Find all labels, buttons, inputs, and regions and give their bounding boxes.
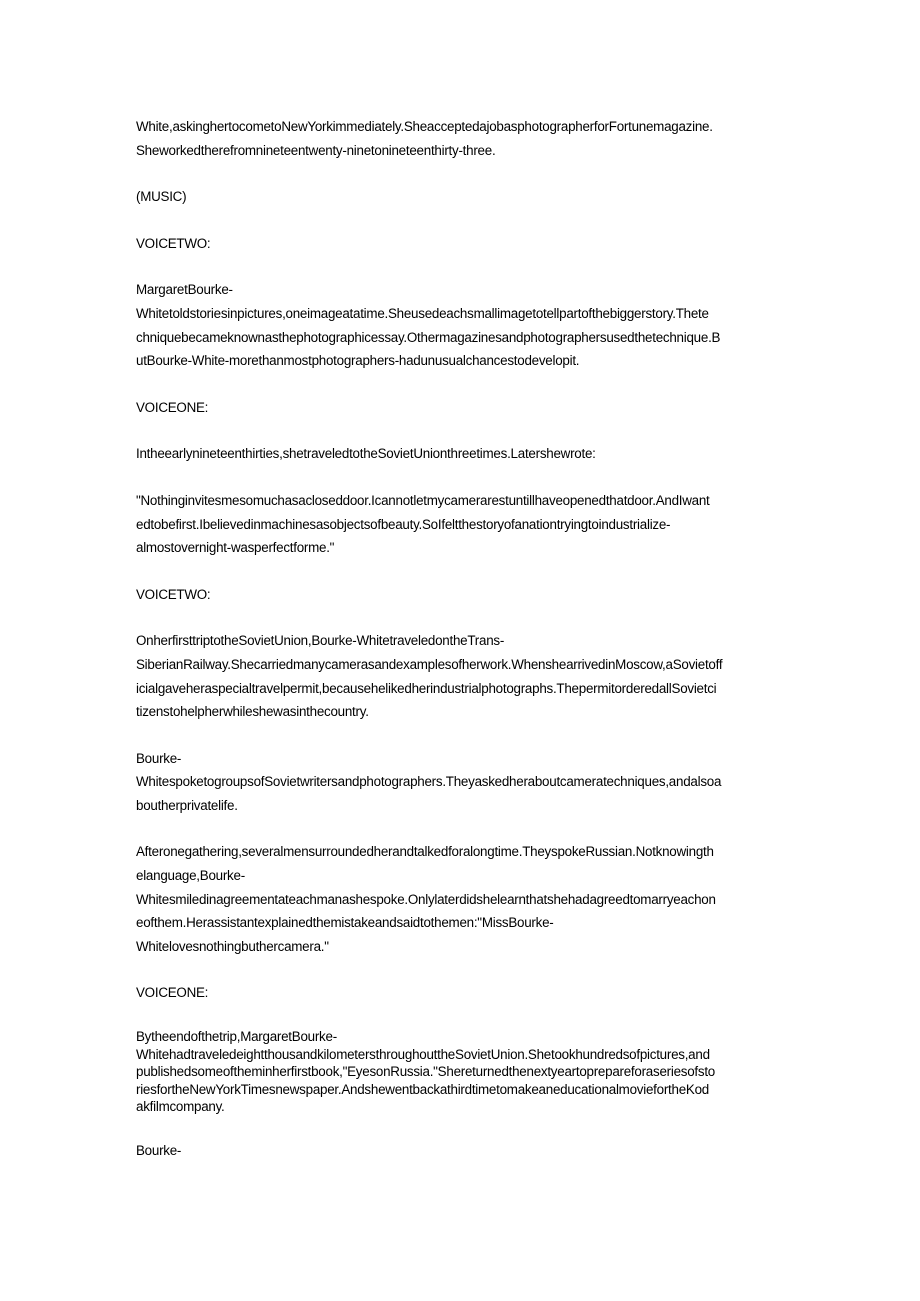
text-line: (MUSIC) bbox=[136, 189, 187, 205]
paragraph-p14 bbox=[136, 1139, 786, 1163]
text-line: "Nothinginvitesmesomuchasacloseddoor.Icannotletmycamerarestuntillhaveopenedthatdoor.AndIwant bbox=[136, 492, 710, 508]
paragraph-p12 bbox=[136, 981, 786, 1005]
text-line: MargaretBourke- bbox=[136, 282, 233, 298]
paragraph-p2 bbox=[136, 185, 786, 209]
text-line: boutherprivatelife. bbox=[136, 797, 238, 813]
text-line: chniquebecameknownasthephotographicessay.Othermagazinesandphotographersusedthetechnique.B bbox=[136, 329, 721, 345]
text-line: Intheearlynineteenthirties,shetraveledtotheSovietUnionthreetimes.Latershewrote: bbox=[136, 446, 596, 462]
text-line: akfilmcompany. bbox=[136, 1099, 225, 1115]
paragraph-p10 bbox=[136, 747, 786, 818]
text-line: elanguage,Bourke- bbox=[136, 868, 245, 884]
paragraph-p11 bbox=[136, 840, 786, 958]
text-line: OnherfirsttriptotheSovietUnion,Bourke-WhitetraveledontheTrans- bbox=[136, 633, 505, 649]
text-line: WhitespoketogroupsofSovietwritersandphotographers.Theyaskedheraboutcameratechniques,andalsoa bbox=[136, 774, 722, 790]
text-line: almostovernight-wasperfectforme." bbox=[136, 540, 335, 556]
text-line: Afteronegathering,severalmensurroundedherandtalkedforalongtime.TheyspokeRussian.Notknowingth bbox=[136, 844, 714, 860]
text-line: VOICEONE: bbox=[136, 985, 209, 1001]
text-line: utBourke-White-morethanmostphotographers-hadunusualchancestodevelopit. bbox=[136, 353, 580, 369]
text-line: VOICEONE: bbox=[136, 399, 209, 415]
paragraph-p3 bbox=[136, 232, 786, 256]
text-line: edtobefirst.Ibelievedinmachinesasobjectsofbeauty.SoIfeltthestoryofanationtryingtoindustrialize- bbox=[136, 516, 671, 532]
text-line: Sheworkedtherefromnineteentwenty-ninetonineteenthirty-three. bbox=[136, 142, 496, 158]
paragraph-p1 bbox=[136, 115, 786, 162]
text-line: eofthem.Herassistantexplainedthemistakeandsaidtothemen:"MissBourke- bbox=[136, 915, 554, 931]
text-line: Whitetoldstoriesinpictures,oneimageatatime.Sheusedeachsmallimagetotellpartofthebiggerstory.Thete bbox=[136, 305, 709, 321]
paragraph-p8 bbox=[136, 583, 786, 607]
text-line: Bourke- bbox=[136, 1142, 182, 1158]
text-line: SiberianRailway.Shecarriedmanycamerasandexamplesofherwork.WhenshearrivedinMoscow,aSovietoff bbox=[136, 656, 723, 672]
paragraph-p9 bbox=[136, 629, 786, 723]
paragraph-p7 bbox=[136, 489, 786, 560]
text-line: Whitesmiledinagreementateachmanashespoke.Onlylaterdidshelearnthatshehadagreedtomarryeachon bbox=[136, 891, 716, 907]
text-line: VOICETWO: bbox=[136, 235, 211, 251]
paragraph-p5 bbox=[136, 396, 786, 420]
paragraph-p6 bbox=[136, 442, 786, 466]
text-line: icialgaveheraspecialtravelpermit,becausehelikedherindustrialphotographs.ThepermitorderedallSovietci bbox=[136, 680, 717, 696]
paragraph-p13 bbox=[136, 1028, 786, 1116]
document-body bbox=[136, 115, 786, 1185]
text-line: Bourke- bbox=[136, 750, 182, 766]
text-line: WhitehadtraveledeightthousandkilometersthroughouttheSovietUnion.Shetookhundredsofpictures,and bbox=[136, 1046, 710, 1062]
text-line: riesfortheNewYorkTimesnewspaper.AndshewentbackathirdtimetomakeaneducationalmoviefortheKod bbox=[136, 1081, 709, 1097]
text-line: Bytheendofthetrip,MargaretBourke- bbox=[136, 1029, 337, 1045]
text-line: White,askinghertocometoNewYorkimmediately.SheacceptedajobasphotographerforFortunemagazine. bbox=[136, 119, 713, 134]
text-line: VOICETWO: bbox=[136, 586, 211, 602]
text-line: Whitelovesnothingbuthercamera." bbox=[136, 938, 329, 954]
paragraph-p4 bbox=[136, 278, 786, 372]
text-line: publishedsomeoftheminherfirstbook,"EyesonRussia."Shereturnedthenextyeartoprepareforaseriesofsto bbox=[136, 1064, 716, 1080]
text-line: tizenstohelpherwhileshewasinthecountry. bbox=[136, 704, 369, 720]
